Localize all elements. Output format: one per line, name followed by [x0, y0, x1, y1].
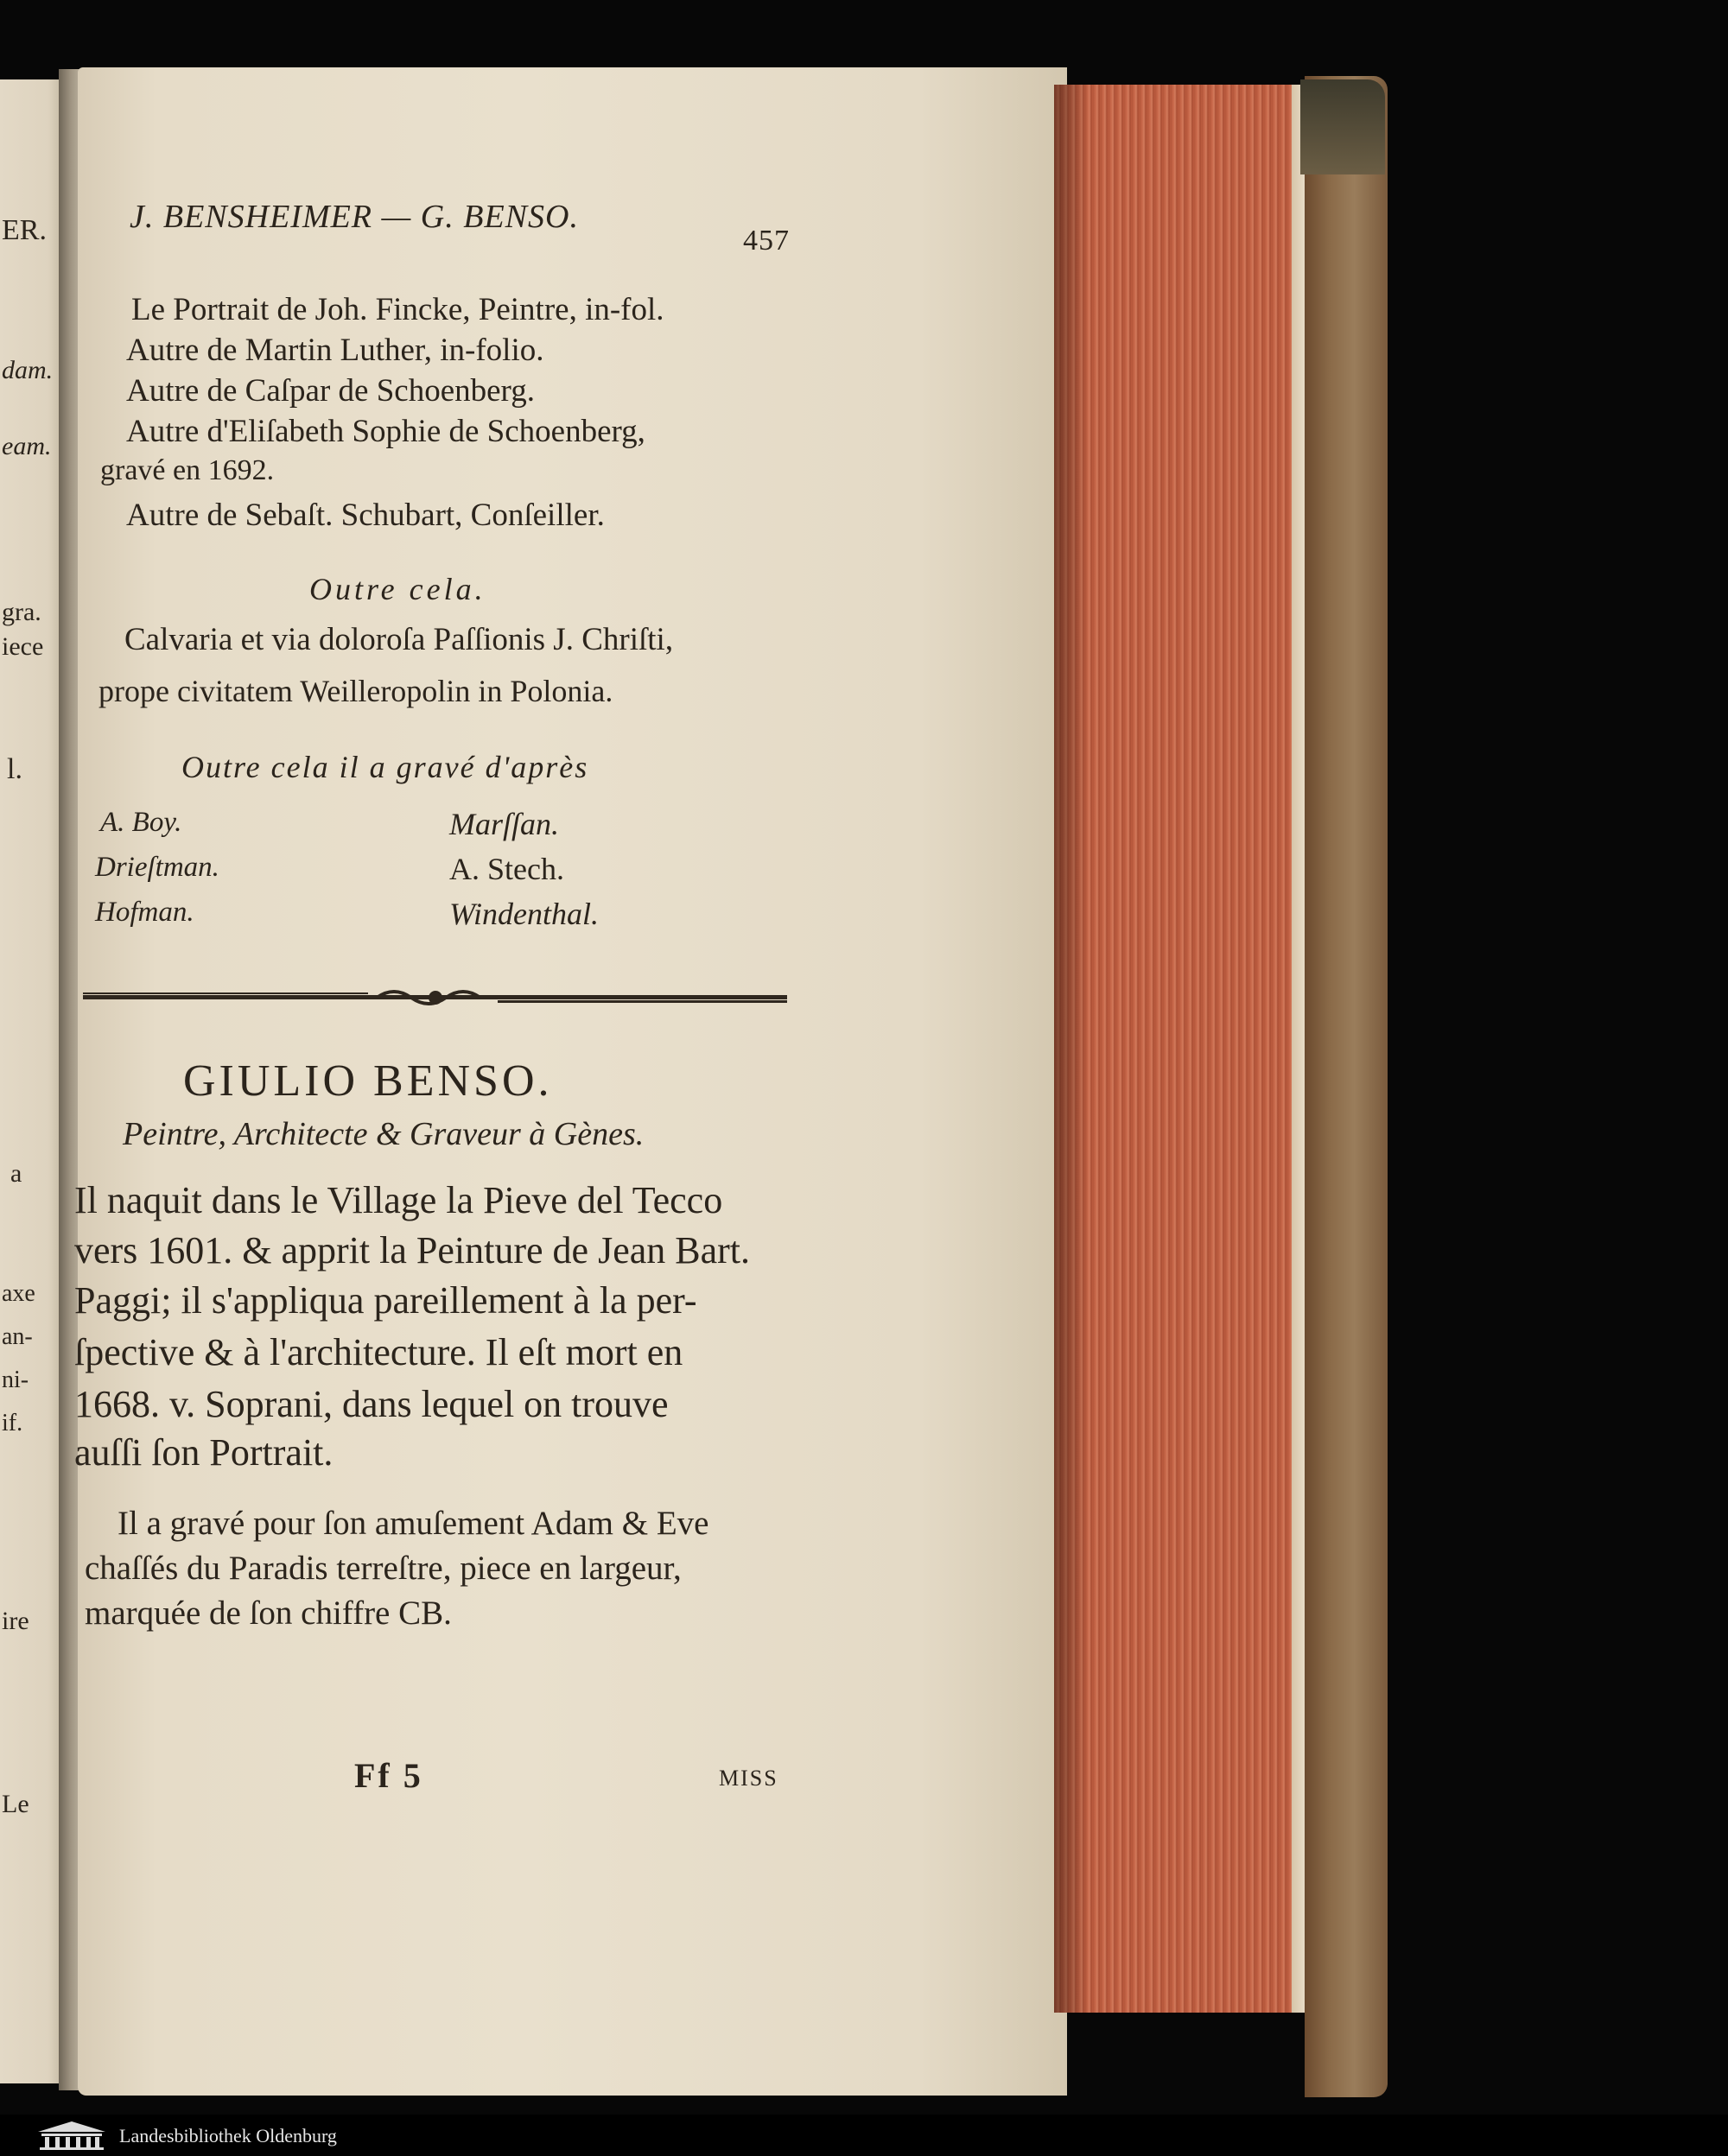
bio-line: Il naquit dans le Village la Pieve del Tecco: [74, 1179, 723, 1221]
after-list-name: A. Boy.: [100, 807, 182, 838]
entry-line: Autre d'Eliſabeth Sophie de Schoenberg,: [126, 414, 645, 449]
entry-line: Autre de Caſpar de Schoenberg.: [126, 373, 535, 409]
entry-line: gravé en 1692.: [100, 454, 275, 486]
left-edge-fragment: Le: [2, 1790, 29, 1818]
left-edge-fragment: axe: [2, 1280, 35, 1307]
repository-name: Landesbibliothek Oldenburg: [119, 2125, 337, 2146]
left-edge-fragment: eam.: [2, 432, 52, 460]
section-heading: GIULIO BENSO.: [183, 1056, 553, 1106]
page-number: 457: [743, 225, 790, 257]
after-list-name: A. Stech.: [449, 852, 564, 886]
left-edge-fragment: iece: [2, 632, 44, 661]
left-edge-fragment: if.: [2, 1410, 23, 1436]
section-subtitle: Peintre, Architecte & Graveur à Gènes.: [123, 1116, 645, 1152]
after-list-name: Drieſtman.: [95, 852, 219, 883]
left-edge-fragment: l.: [7, 753, 22, 785]
after-list-name: Hofman.: [95, 897, 194, 928]
bio-line: ſpective & à l'architecture. Il eſt mort en: [74, 1331, 683, 1373]
engraving-line: Il a gravé pour ſon amuſement Adam & Eve: [118, 1505, 709, 1542]
left-edge-fragment: an-: [2, 1323, 33, 1350]
after-list-heading: Outre cela il a gravé d'après: [181, 750, 589, 784]
outre-cela-heading: Outre cela.: [309, 572, 486, 606]
running-title: J. BENSHEIMER — G. BENSO.: [130, 199, 579, 235]
library-building-icon: [36, 2120, 107, 2151]
bio-line: vers 1601. & apprit la Peinture de Jean Bart.: [74, 1229, 751, 1271]
bio-line: Paggi; il s'appliqua pareillement à la per-: [74, 1279, 697, 1322]
binding-top: [1300, 79, 1385, 174]
signature-mark: Ff 5: [354, 1756, 423, 1795]
outre-cela-line: prope civitatem Weilleropolin in Polonia.: [98, 674, 613, 708]
page-block-edge: [1054, 85, 1306, 2013]
left-edge-fragment: ni-: [2, 1367, 29, 1393]
left-edge-fragment: ER.: [2, 214, 47, 246]
catchword: MISS: [719, 1766, 778, 1791]
left-edge-fragment: a: [10, 1159, 22, 1188]
book-binding: [1305, 76, 1388, 2097]
entry-line: Le Portrait de Joh. Fincke, Peintre, in-fol.: [131, 292, 664, 327]
left-edge-fragment: ire: [2, 1607, 29, 1635]
bio-line: auſſi ſon Portrait.: [74, 1431, 334, 1474]
left-edge-fragment: dam.: [2, 356, 54, 384]
engraving-line: chaſſés du Paradis terreſtre, piece en largeur,: [85, 1550, 682, 1587]
outre-cela-line: Calvaria et via doloroſa Paſſionis J. Chriſti,: [124, 622, 674, 657]
entry-line: Autre de Martin Luther, in-folio.: [126, 333, 544, 368]
entry-line: Autre de Sebaſt. Schubart, Conſeiller.: [126, 498, 605, 533]
after-list-name: Windenthal.: [449, 897, 599, 931]
after-list-name: Marſſan.: [449, 807, 560, 841]
bio-line: 1668. v. Soprani, dans lequel on trouve: [74, 1383, 669, 1425]
ornament-rule: [83, 985, 787, 1011]
page-block-shadow: [1054, 85, 1089, 2013]
left-edge-fragment: gra.: [2, 598, 41, 626]
engraving-line: marquée de ſon chiffre CB.: [85, 1595, 452, 1632]
